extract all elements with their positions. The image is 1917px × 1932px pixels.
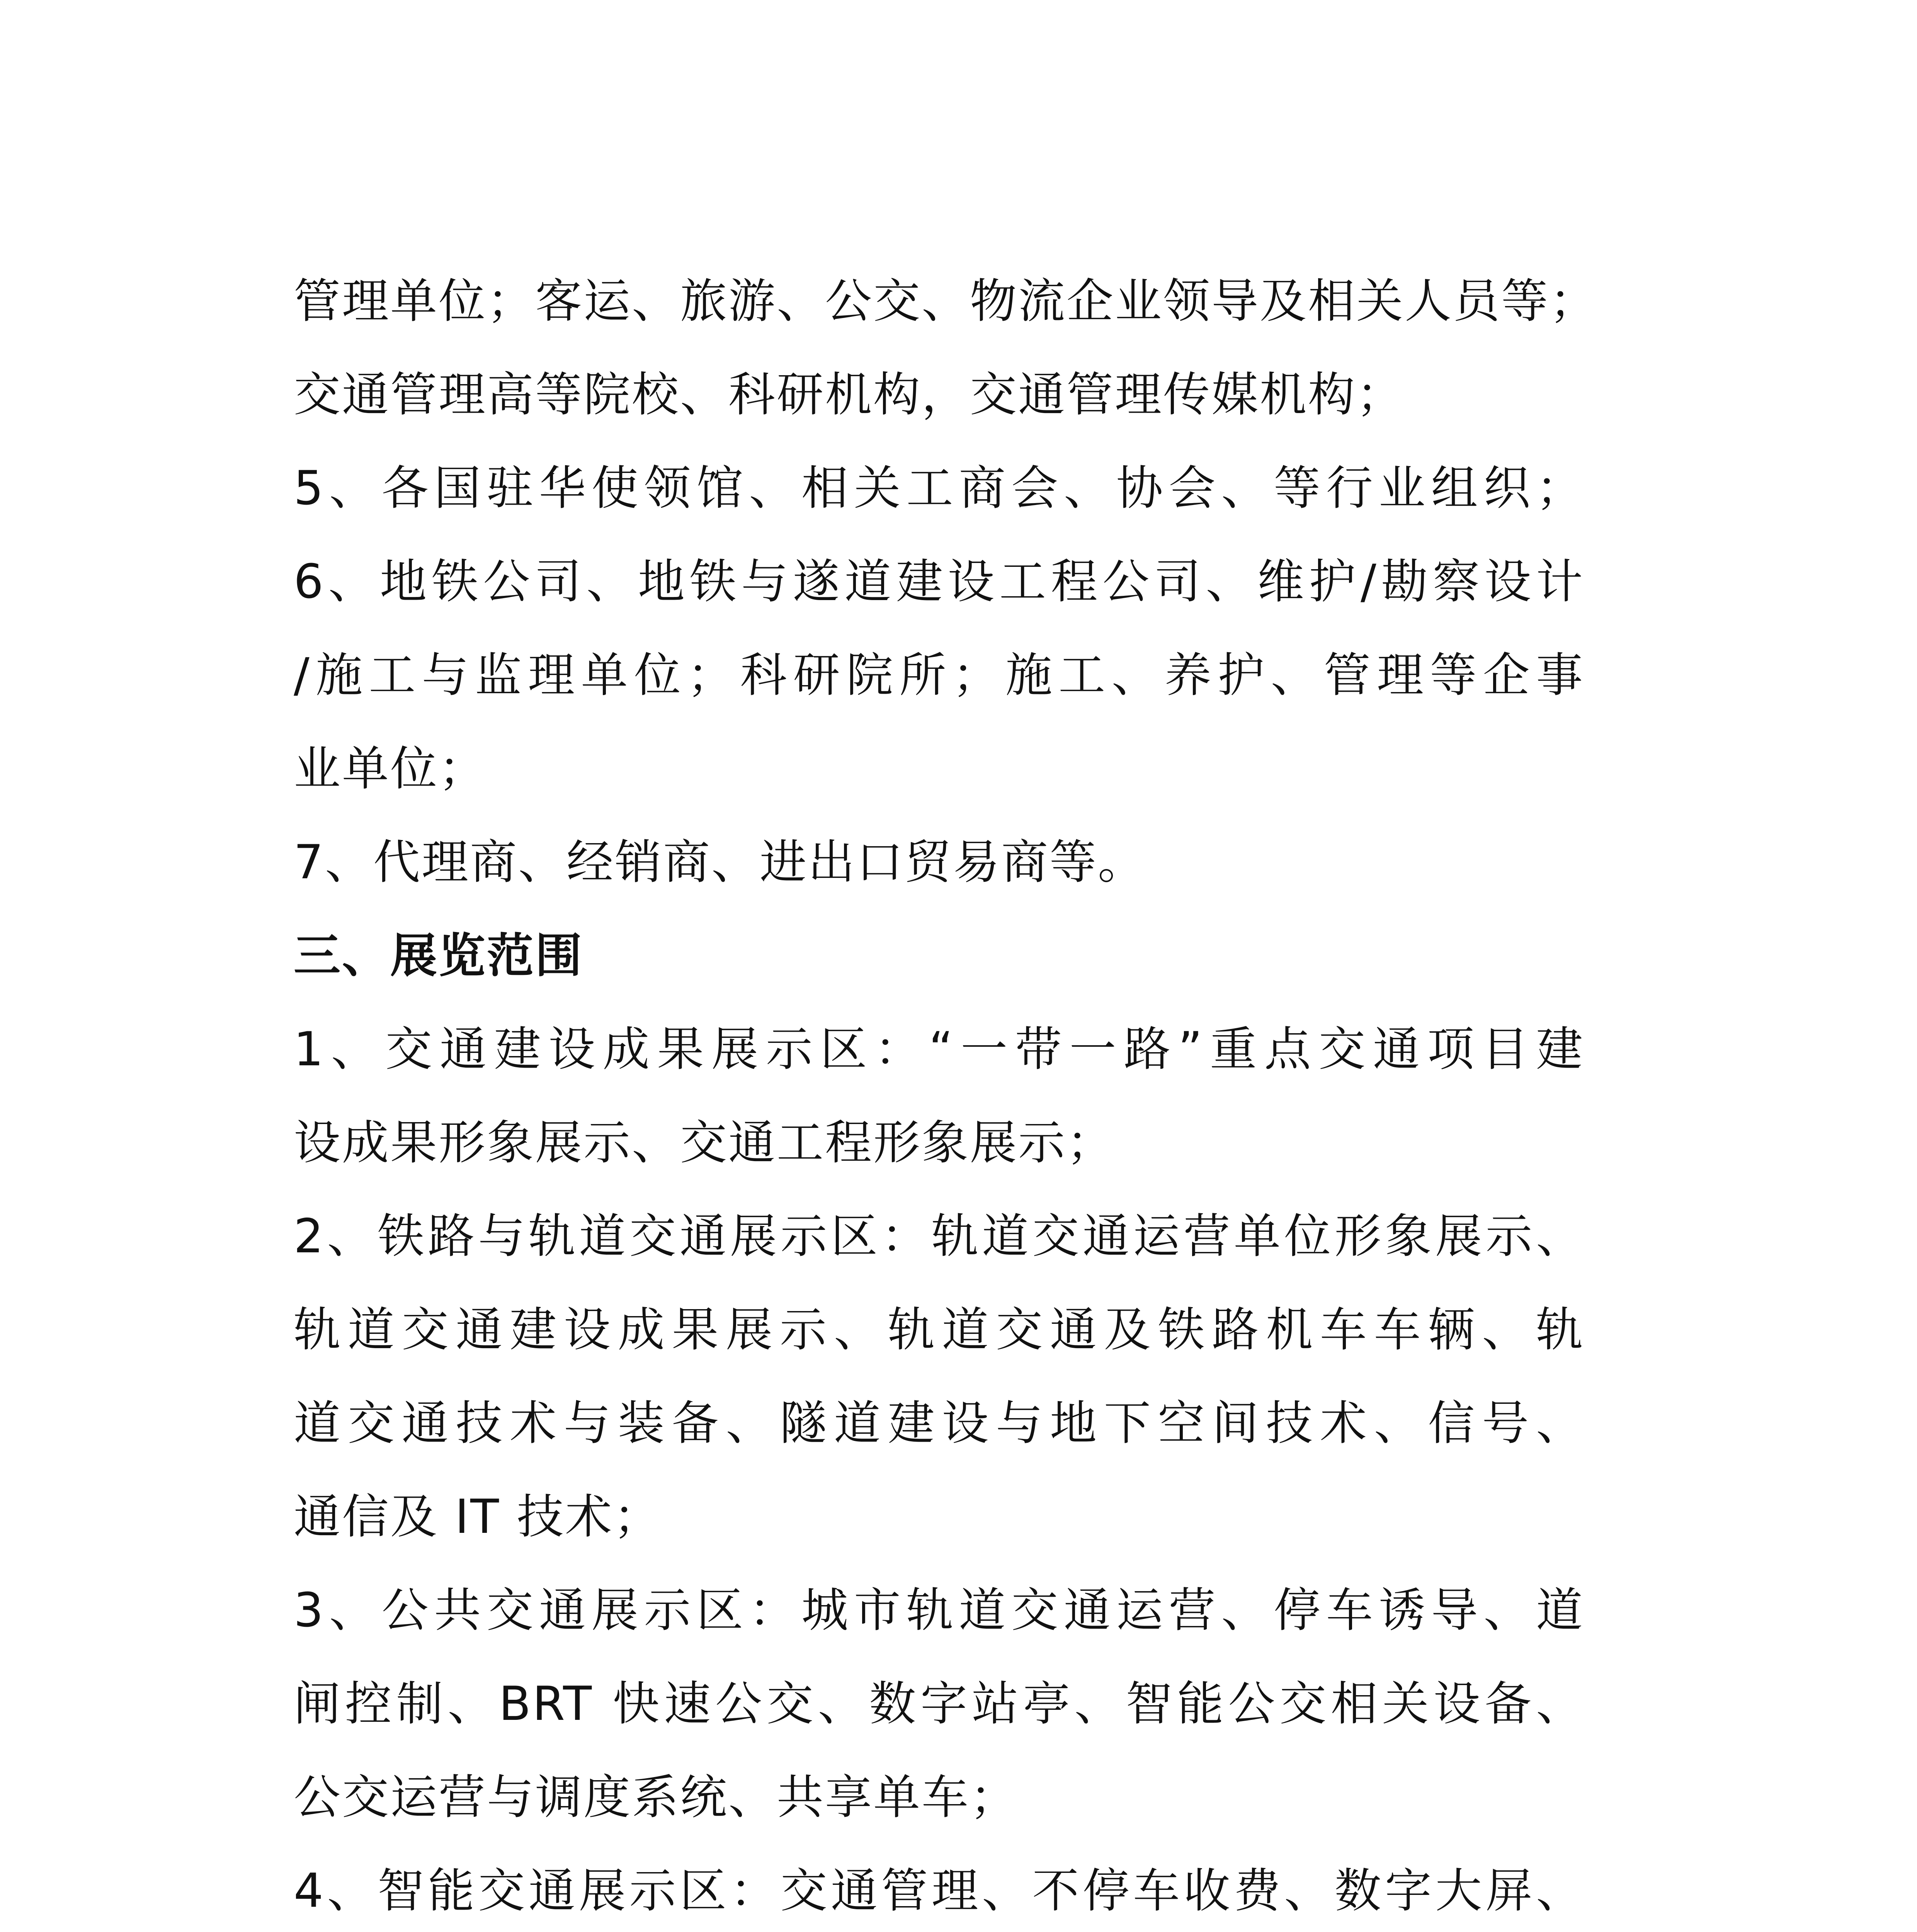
text-line-7: 7、代理商、经销商、进出口贸易商等。: [294, 835, 1146, 889]
text-line-11: 2、铁路与轨道交通展示区：轨道交通运营单位形象展示、: [294, 1209, 1584, 1264]
text-line-12: 轨道交通建设成果展示、轨道交通及铁路机车车辆、轨: [294, 1303, 1584, 1357]
text-line-4: 6、地铁公司、地铁与遂道建设工程公司、维护/勘察设计: [294, 554, 1584, 609]
section-heading: 三、展览范围: [294, 929, 584, 983]
text-line-10: 设成果形象展示、交通工程形象展示；: [294, 1116, 1115, 1170]
text-line-2: 交通管理高等院校、科研机构，交通管理传媒机构；: [294, 367, 1405, 422]
text-line-14: 通信及 IT 技术；: [294, 1490, 662, 1544]
text-line-16: 闸控制、BRT 快速公交、数字站亭、智能公交相关设备、: [294, 1677, 1584, 1731]
text-line-9: 1、交通建设成果展示区：“一带一路”重点交通项目建: [294, 1022, 1584, 1077]
text-line-13: 道交通技术与装备、隧道建设与地下空间技术、信号、: [294, 1396, 1584, 1451]
text-line-17: 公交运营与调度系统、共享单车；: [294, 1770, 1019, 1825]
text-line-5: /施工与监理单位；科研院所；施工、养护、管理等企事: [294, 648, 1584, 702]
text-line-3: 5、各国驻华使领馆、相关工商会、协会、等行业组织；: [294, 461, 1584, 515]
text-line-18: 4、智能交通展示区：交通管理、不停车收费、数字大屏、: [294, 1864, 1584, 1918]
text-line-15: 3、公共交通展示区：城市轨道交通运营、停车诱导、道: [294, 1583, 1584, 1638]
text-line-1: 管理单位；客运、旅游、公交、物流企业领导及相关人员等；: [294, 274, 1598, 328]
text-line-6: 业单位；: [294, 742, 487, 796]
